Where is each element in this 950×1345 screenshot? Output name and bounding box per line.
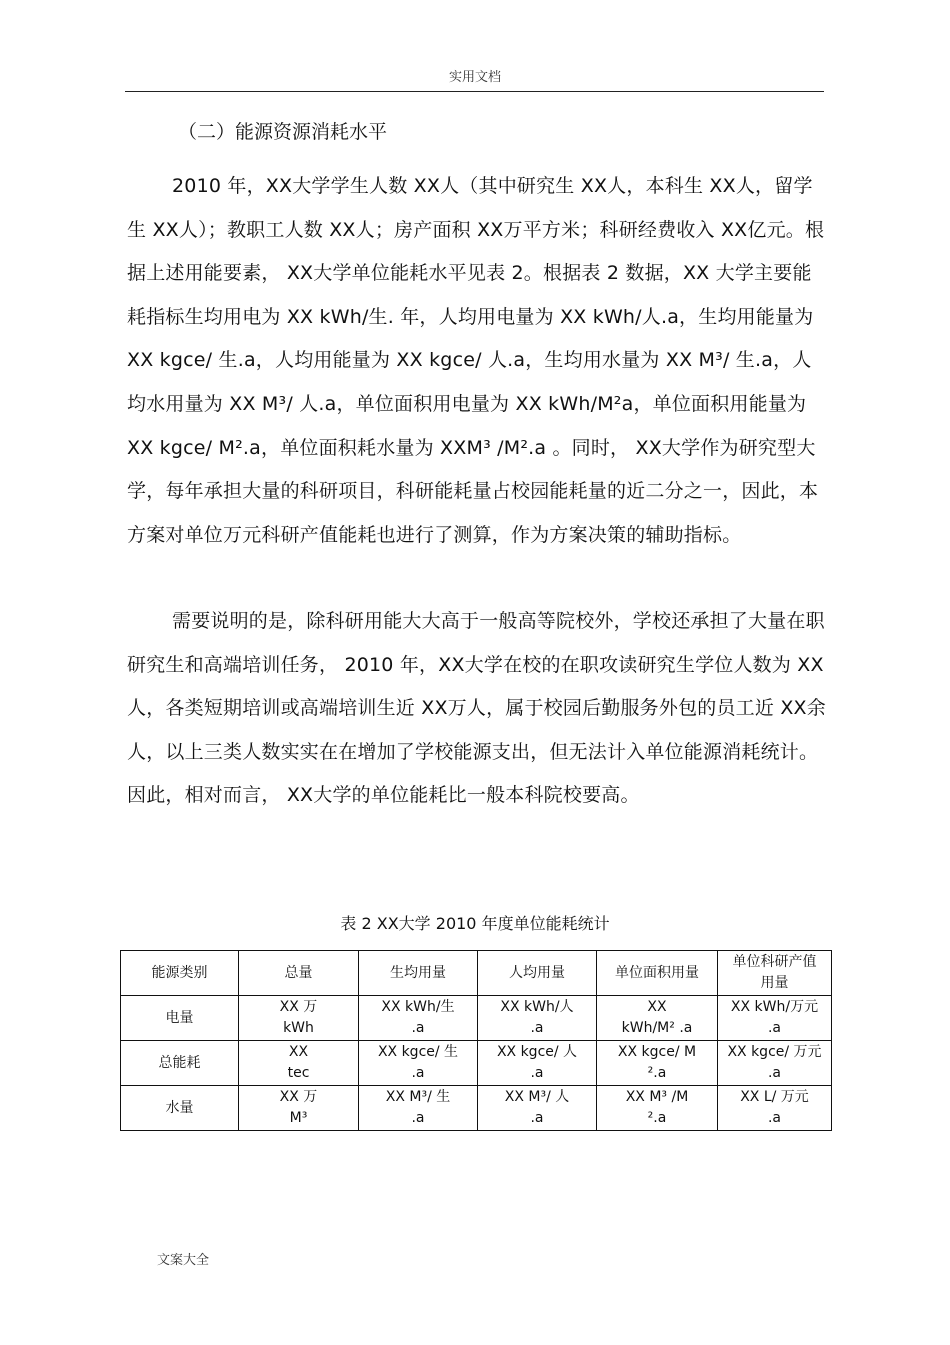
table-cell: XX M³/ 人 .a bbox=[478, 1086, 597, 1131]
table-cell: XX kWh/万元 .a bbox=[718, 996, 832, 1041]
table-cell: XX L/ 万元 .a bbox=[718, 1086, 832, 1131]
table-cell: XX kgce/ 人 .a bbox=[478, 1041, 597, 1086]
header-divider bbox=[125, 91, 824, 92]
page-footer: 文案大全 bbox=[157, 1253, 210, 1268]
header-cell: 单位科研产值用量 bbox=[718, 951, 832, 996]
table-cell: XX kWh/人 .a bbox=[478, 996, 597, 1041]
table-header-row bbox=[121, 951, 832, 996]
table-row bbox=[121, 1086, 832, 1131]
page-header: 实用文档 bbox=[448, 70, 501, 85]
header-cell: 生均用量 bbox=[359, 951, 478, 996]
table-row bbox=[121, 996, 832, 1041]
paragraph-1: 2010 年，XX大学学生人数 XX人（其中研究生 XX人，本科生 XX人，留学生 XX人）；教职工人数 XX人；房产面积 XX万平方米；科研经费收入 XX亿元。根据上述用能要素， XX大学单位能耗水平见表 2。根据表 2 数据，XX 大学主要能耗指标生均用电为 XX kWh/生. 年，人均用电量为 XX kWh/人.a，生均用能量为 XX kgce/ 生.a，人均用能量为 XX kgce/ 人.a，生均用水量为 XX M³/ 生.a，人均水用量为 XX M³/ 人.a，单位面积用电量为 XX kWh/M²a，单位面积用能量为 XX kgce/ M².a，单位面积耗水量为 XXM³ /M².a 。同时， XX大学作为研究型大学，每年承担大量的科研项目，科研能耗量占校园能耗量的近二分之一，因此，本方案对单位万元科研产值能耗也进行了测算，作为方案决策的辅助指标。 bbox=[127, 175, 825, 546]
table-cell: XX tec bbox=[239, 1041, 359, 1086]
table-caption: 表 2 XX大学 2010 年度单位能耗统计 bbox=[340, 914, 610, 933]
table-cell: XX M³/ 生 .a bbox=[359, 1086, 478, 1131]
table-cell: XX kWh/M² .a bbox=[597, 996, 718, 1041]
paragraph-2: 需要说明的是，除科研用能大大高于一般高等院校外，学校还承担了大量在职研究生和高端培训任务， 2010 年，XX大学在校的在职攻读研究生学位人数为 XX人，各类短期培训或高端培训生近 XX万人，属于校园后勤服务外包的员工近 XX余人，以上三类人数实实在在增加了学校能源支出，但无法计入单位能源消耗统计。因此，相对而言， XX大学的单位能耗比一般本科院校要高。 bbox=[127, 610, 826, 807]
table-cell: XX kgce/ 生 .a bbox=[359, 1041, 478, 1086]
table-cell: XX 万 M³ bbox=[239, 1086, 359, 1131]
row-category: 总能耗 bbox=[121, 1041, 239, 1086]
table-cell: XX kgce/ M ².a bbox=[597, 1041, 718, 1086]
energy-stats-table bbox=[120, 950, 832, 1131]
header-cell: 单位面积用量 bbox=[597, 951, 718, 996]
table-cell: XX kWh/生 .a bbox=[359, 996, 478, 1041]
row-category: 电量 bbox=[121, 996, 239, 1041]
row-category: 水量 bbox=[121, 1086, 239, 1131]
table-row bbox=[121, 1041, 832, 1086]
table-cell: XX 万 kWh bbox=[239, 996, 359, 1041]
header-cell: 总量 bbox=[239, 951, 359, 996]
table-cell: XX kgce/ 万元 .a bbox=[718, 1041, 832, 1086]
table-cell: XX M³ /M ².a bbox=[597, 1086, 718, 1131]
section-title: （二）能源资源消耗水平 bbox=[178, 121, 388, 143]
header-cell: 人均用量 bbox=[478, 951, 597, 996]
header-cell: 能源类别 bbox=[121, 951, 239, 996]
